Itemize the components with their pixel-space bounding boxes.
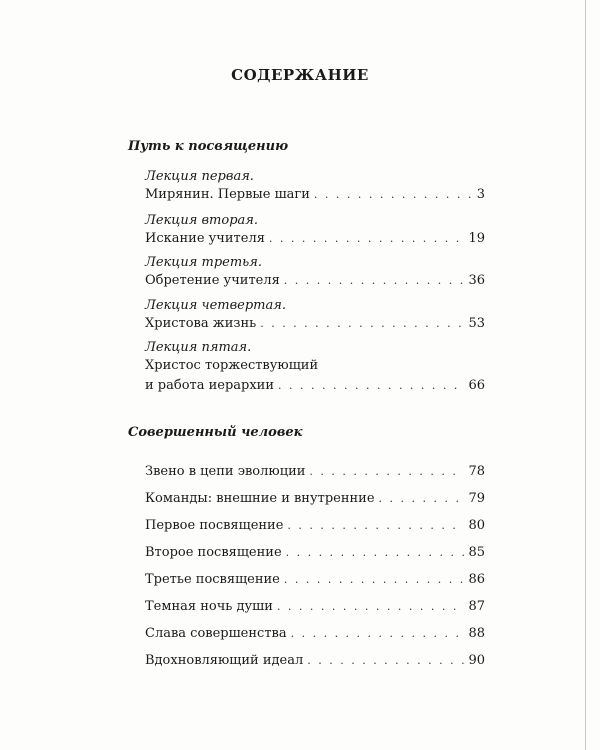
dot-leader	[269, 229, 465, 249]
page-edge-line	[585, 0, 586, 750]
lecture-title: Мирянин. Первые шаги	[145, 187, 310, 202]
page-number: 85	[468, 545, 485, 560]
toc-lecture-4[interactable]	[145, 297, 485, 334]
dot-leader	[286, 543, 465, 563]
page-number: 90	[468, 653, 485, 668]
lecture-title: Христос торжествующий	[145, 358, 319, 373]
toc-line	[145, 356, 485, 376]
section-title-perfect-man: Совершенный человек	[128, 425, 303, 440]
page-number: 79	[468, 491, 485, 506]
dot-leader	[284, 570, 465, 590]
dot-leader	[277, 597, 465, 617]
lecture-title: Искание учителя	[145, 231, 265, 246]
dot-leader	[284, 271, 465, 291]
toc-line	[145, 271, 485, 291]
toc-lecture-3[interactable]	[145, 254, 485, 291]
toc-line	[145, 229, 485, 249]
dot-leader	[307, 651, 464, 671]
toc-lecture-5[interactable]	[145, 339, 485, 396]
toc-line	[145, 314, 485, 334]
page-title: СОДЕРЖАНИЕ	[231, 66, 369, 84]
entry-title: Слава совершенства	[145, 626, 287, 641]
page-number: 78	[468, 464, 485, 479]
dot-leader	[309, 462, 464, 482]
page-number: 19	[468, 231, 485, 246]
dot-leader	[379, 489, 465, 509]
lecture-number: Лекция первая.	[145, 169, 254, 184]
page-number: 3	[476, 187, 485, 202]
toc-line	[145, 185, 485, 205]
lecture-title: Христова жизнь	[145, 316, 257, 331]
entry-title: Темная ночь души	[145, 599, 273, 614]
entry-title: Первое посвящение	[145, 518, 284, 533]
entry-title: Третье посвящение	[145, 572, 280, 587]
dot-leader	[287, 516, 464, 536]
entry-title: Вдохновляющий идеал	[145, 653, 304, 668]
entry-title: Звено в цепи эволюции	[145, 464, 306, 479]
toc-entry[interactable]	[145, 543, 485, 563]
page-number: 87	[468, 599, 485, 614]
lecture-number: Лекция четвертая.	[145, 298, 286, 313]
toc-entry[interactable]	[145, 624, 485, 644]
page-number: 66	[468, 378, 485, 393]
toc-entry[interactable]	[145, 597, 485, 617]
lecture-number: Лекция третья.	[145, 255, 262, 270]
dot-leader	[291, 624, 465, 644]
toc-entry[interactable]	[145, 651, 485, 671]
toc-lecture-2[interactable]	[145, 212, 485, 249]
toc-line	[145, 376, 485, 396]
toc-entry[interactable]	[145, 462, 485, 482]
lecture-title: Обретение учителя	[145, 273, 280, 288]
dot-leader	[260, 314, 464, 334]
lecture-number: Лекция вторая.	[145, 213, 259, 228]
page-number: 53	[468, 316, 485, 331]
lecture-number: Лекция пятая.	[145, 340, 252, 355]
toc-entry[interactable]	[145, 489, 485, 509]
lecture-title-continued: и работа иерархии	[145, 378, 275, 393]
dot-leader	[278, 376, 464, 396]
dot-leader	[314, 185, 473, 205]
section-title-path: Путь к посвящению	[128, 139, 289, 154]
toc-entry[interactable]	[145, 570, 485, 590]
page-number: 86	[468, 572, 485, 587]
entry-title: Второе посвящение	[145, 545, 282, 560]
page-number: 36	[468, 273, 485, 288]
toc-lecture-1[interactable]	[145, 168, 485, 205]
entry-title: Команды: внешние и внутренние	[145, 491, 375, 506]
page-number: 88	[468, 626, 485, 641]
page-number: 80	[468, 518, 485, 533]
toc-entry[interactable]	[145, 516, 485, 536]
